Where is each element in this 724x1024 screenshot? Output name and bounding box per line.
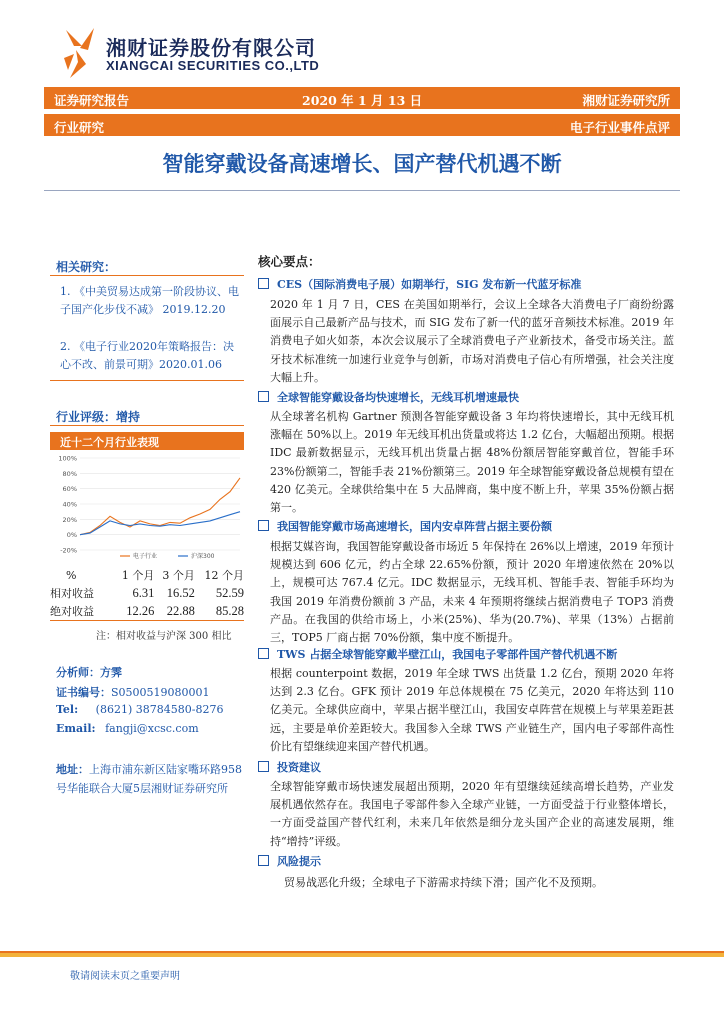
company-name-en: XIANGCAI SECURITIES CO.,LTD: [106, 58, 320, 73]
table-header: 3 个月: [162, 569, 195, 582]
page-title: 智能穿戴设备高速增长、国产替代机遇不断: [162, 152, 562, 176]
address-text: 上海市浦东新区陆家嘴环路958号华能联合大厦5层湘财证券研究所: [56, 763, 242, 795]
industry-performance-chart: [50, 452, 244, 564]
table-row: [50, 602, 244, 620]
checkbox-icon: [258, 520, 269, 531]
company-name-cn: 湘财证券股份有限公司: [106, 36, 316, 60]
checkbox-icon: [258, 648, 269, 659]
certificate-label: 证书编号：: [56, 686, 111, 699]
checkbox-icon: [258, 855, 269, 866]
report-type: 证券研究报告: [54, 93, 130, 108]
y-tick-label: 80%: [62, 469, 77, 478]
cell-value: 85.28: [215, 603, 244, 618]
related-report-link[interactable]: 1. 《中美贸易达成第一阶段协议、电子国产化步伐不减》 2019.12.20: [60, 285, 239, 316]
tel-label: Tel:: [56, 703, 79, 716]
institute-name: 湘财证券研究所: [582, 93, 670, 108]
key-points-title: 核心要点：: [258, 254, 321, 269]
report-category: 行业研究: [54, 120, 105, 135]
sidebar-divider: [50, 620, 244, 621]
related-report-link[interactable]: 2. 《电子行业2020年策略报告：决心不改、前景可期》2020.01.06: [60, 340, 234, 371]
row-label: 绝对收益: [50, 605, 94, 618]
address-label: 地址：: [56, 763, 89, 776]
report-date: 2020 年 1 月 13 日: [302, 93, 423, 108]
legend-label: 沪深300: [191, 553, 215, 560]
footer-disclaimer: 敬请阅读末页之重要声明: [70, 971, 180, 982]
analyst-name: 方霁: [100, 666, 122, 679]
header-band-top: [44, 87, 680, 109]
table-header: 12 个月: [204, 569, 244, 582]
section-body: 根据艾媒咨询，我国智能穿戴设备市场近 5 年保持在 26%以上增速，2019 年预计规模达到 606 亿元，约占全球 22.65%份额，预计 2020 年增速依然在 20%以上，规模可达 767.4 亿元。IDC 数据显示，无线耳机、智能手表、智能手环均为我国 2019 年消费份额前 3 产品，未来 4 年预期将继续占据消费电子 TOP3 消费产品。在我国的供给市场上，小米(25%)、华为(20.7%)、苹果（13%）占据前三，TOP5 厂商占据 70%份额，集中度不断提升。: [270, 540, 674, 645]
row-label: 相对收益: [50, 587, 94, 600]
sidebar-divider: [50, 380, 244, 381]
table-note: 注：相对收益与沪深 300 相比: [96, 631, 232, 642]
certificate-line: [56, 684, 210, 700]
checkbox-icon: [258, 761, 269, 772]
y-tick-label: 0%: [66, 531, 77, 540]
section-body: 根据 counterpoint 数据，2019 年全球 TWS 出货量 1.2 亿台，预期 2020 年将达到 2.3 亿台。GFK 预计 2019 年总体规模在 75 亿美元，2020 年将达到 110 亿美元。全球供应商中，苹果占据半壁江山，我国安卓阵营在规模上与苹果差距甚远，主要是单价差距较大。我国参入全球 TWS 产业链生产，国内电子零部件高性价比有望继续迎来国产替代机遇。: [270, 667, 674, 753]
y-tick-label: -20%: [60, 546, 77, 555]
footer-divider: [0, 949, 724, 959]
cell-value: 52.59: [215, 585, 244, 600]
company-logo: [60, 24, 100, 80]
section-heading: 我国智能穿戴市场高速增长，国内安卓阵营占据主要份额: [258, 518, 552, 534]
cell-value: 12.26: [126, 603, 155, 618]
checkbox-icon: [258, 278, 269, 289]
email-label: Email:: [56, 722, 96, 735]
cell-value: 6.31: [132, 585, 155, 600]
y-tick-label: 100%: [58, 454, 77, 463]
table-header-row: [50, 566, 244, 584]
section-heading: CES（国际消费电子展）如期举行，SIG 发布新一代蓝牙标准: [258, 276, 581, 292]
chart-title-bar: [50, 432, 244, 450]
y-tick-label: 40%: [62, 500, 77, 509]
section-body: 从全球著名机构 Gartner 预测各智能穿戴设备 3 年均将快速增长，其中无线耳机涨幅在 50%以上。2019 年无线耳机出货量或将达 1.2 亿台，大幅超出预期。根据 IDC 最新数据显示，无线耳机出货量占据 48%份额居智能穿戴首位，智能手环 23%份额第二，智能手表 21%份额第三。2019 年全球智能穿戴设备总规模有望在 420 亿美元。全球供给集中在 5 大品牌商，集中度不断上升，苹果 35%份额占据第一。: [270, 410, 674, 515]
chart-title: 近十二个月行业表现: [60, 436, 159, 449]
tel-number: (8621) 38784580-8276: [95, 703, 224, 716]
tel-line: [56, 703, 223, 716]
related-research-heading: 相关研究：: [56, 260, 117, 274]
y-tick-label: 60%: [62, 485, 77, 494]
table-row: [50, 584, 244, 602]
certificate-number: S0500519080001: [111, 686, 210, 699]
section-heading: 风险提示: [258, 853, 321, 869]
section-heading: 投资建议: [258, 759, 321, 775]
title-divider: [44, 190, 680, 191]
checkbox-icon: [258, 391, 269, 402]
y-tick-label: 20%: [62, 515, 77, 524]
section-heading: 全球智能穿戴设备均快速增长，无线耳机增速最快: [258, 389, 519, 405]
sidebar-divider: [50, 275, 244, 276]
email-line: [56, 722, 199, 735]
analyst-label: 分析师：: [56, 666, 100, 679]
analyst-line: [56, 664, 122, 680]
section-body: 2020 年 1 月 7 日，CES 在美国如期举行，会议上全球各大消费电子厂商纷纷露面展示自己最新产品与技术，而 SIG 发布了新一代的蓝牙音频技术标准。2019 年消费电子如火如荼，本次会议展示了全球消费电子产业新技术，备受市场关注。蓝牙技术标准统一加速行业竞争与创新，市场对消费电子信心有所增强，社会关注度大幅上升。: [270, 298, 674, 384]
sidebar-divider: [50, 425, 244, 426]
industry-rating: 行业评级：增持: [56, 410, 141, 424]
table-header: %: [66, 568, 77, 582]
performance-table: [50, 566, 244, 620]
address-block: [56, 760, 242, 798]
section-body: 贸易战恶化升级；全球电子下游需求持续下滑；国产化不及预期。: [284, 876, 603, 889]
section-body: 全球智能穿戴市场快速发展超出预期，2020 年有望继续延续高增长趋势，产业发展机遇依然存在。我国电子零部件参入全球产业链，一方面受益于行业整体增长，一方面受益国产替代红利，未来几年依然是细分龙头国产企业的高速发展期，维持“增持”评级。: [270, 780, 674, 848]
email-address[interactable]: fangji@xcsc.com: [105, 722, 199, 735]
header-band-bottom: [44, 114, 680, 136]
section-heading: TWS 占据全球智能穿戴半壁江山，我国电子零部件国产替代机遇不断: [258, 646, 617, 662]
report-subcategory: 电子行业事件点评: [569, 120, 670, 135]
cell-value: 16.52: [166, 585, 195, 600]
cell-value: 22.88: [166, 603, 195, 618]
table-header: 1 个月: [121, 569, 155, 582]
series-line: [80, 512, 240, 535]
legend-label: 电子行业: [133, 553, 158, 560]
